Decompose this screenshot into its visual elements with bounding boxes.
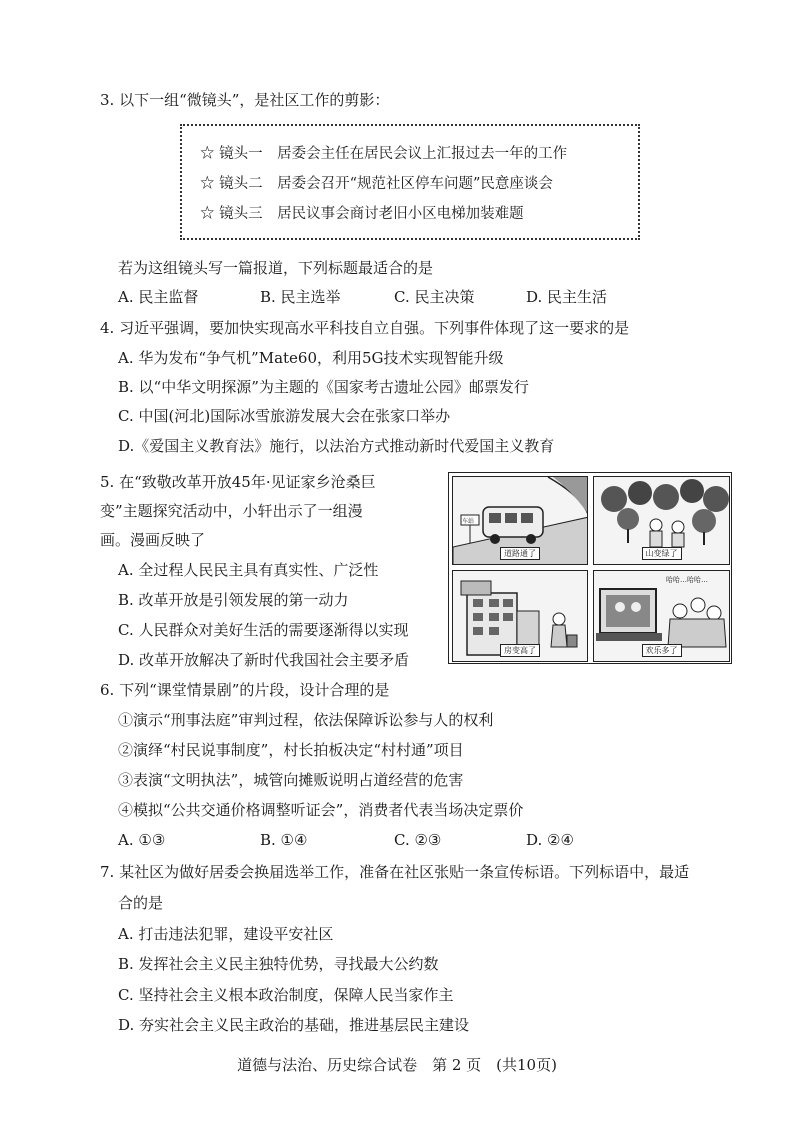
- comic-caption-tv: 欢乐多了: [642, 644, 682, 657]
- q3-lens-2: ☆ 镜头二 居委会召开“规范社区停车问题”民意座谈会: [200, 176, 553, 192]
- comic-panel-mountain: [593, 476, 730, 565]
- q6-option-c: C. ②③: [394, 831, 442, 849]
- q3-stem: 3. 以下一组“微镜头”，是社区工作的剪影：: [100, 91, 390, 109]
- comic-laugh-text: 哈哈…哈哈…: [666, 576, 708, 584]
- comic-panel-road: [452, 476, 588, 565]
- q7-option-a: A. 打击违法犯罪，建设平安社区: [118, 925, 334, 943]
- q6-option-b: B. ①④: [260, 831, 308, 849]
- q4-option-b: B. 以“中华文明探源”为主题的《国家考古遗址公园》邮票发行: [118, 378, 529, 396]
- q6-option-a: A. ①③: [118, 831, 166, 849]
- q7-stem-line-2: 合的是: [118, 894, 164, 912]
- q5-comic: [448, 472, 732, 664]
- q6-item-4: ④模拟“公共交通价格调整听证会”，消费者代表当场决定票价: [118, 801, 524, 819]
- q4-stem: 4. 习近平强调，要加快实现高水平科技自立自强。下列事件体现了这一要求的是: [100, 319, 630, 337]
- q7-option-c: C. 坚持社会主义根本政治制度，保障人民当家作主: [118, 986, 454, 1004]
- comic-caption-mountain: 山变绿了: [642, 547, 682, 560]
- q3-lens-3: ☆ 镜头三 居民议事会商讨老旧小区电梯加装难题: [200, 206, 524, 222]
- q5-option-a: A. 全过程人民民主具有真实性、广泛性: [118, 561, 379, 579]
- q3-prompt: 若为这组镜头写一篇报道，下列标题最适合的是: [118, 259, 434, 277]
- q3-option-d: D. 民主生活: [526, 288, 608, 306]
- q5-option-b: B. 改革开放是引领发展的第一动力: [118, 591, 349, 609]
- q4-option-d: D.《爱国主义教育法》施行，以法治方式推动新时代爱国主义教育: [118, 437, 555, 455]
- q5-option-c: C. 人民群众对美好生活的需要逐渐得以实现: [118, 621, 409, 639]
- q7-stem-line-1: 7. 某社区为做好居委会换届选举工作，准备在社区张贴一条宣传标语。下列标语中，最适: [100, 863, 690, 881]
- comic-caption-road: 道路通了: [500, 547, 540, 560]
- comic-caption-buildings: 房变高了: [500, 644, 540, 657]
- q3-lens-1: ☆ 镜头一 居委会主任在居民会议上汇报过去一年的工作: [200, 146, 568, 162]
- q5-stem-line-1: 5. 在“致敬改革开放45年·见证家乡沧桑巨: [100, 473, 376, 491]
- q6-stem: 6. 下列“课堂情景剧”的片段，设计合理的是: [100, 681, 390, 699]
- q3-option-c: C. 民主决策: [394, 288, 475, 306]
- q4-option-c: C. 中国(河北)国际冰雪旅游发展大会在张家口举办: [118, 407, 451, 425]
- page-footer: 道德与法治、历史综合试卷 第 2 页 (共10页): [237, 1056, 557, 1074]
- bus-stop-sign: 车站: [462, 518, 475, 525]
- q3-option-b: B. 民主选举: [260, 288, 341, 306]
- q6-option-d: D. ②④: [526, 831, 574, 849]
- q7-option-b: B. 发挥社会主义民主独特优势，寻找最大公约数: [118, 955, 439, 973]
- q5-stem-line-2: 变”主题探究活动中，小轩出示了一组漫: [100, 502, 363, 520]
- comic-panel-buildings: [452, 570, 588, 662]
- q5-stem-line-3: 画。漫画反映了: [100, 531, 206, 549]
- q3-option-a: A. 民主监督: [118, 288, 199, 306]
- q4-option-a: A. 华为发布“争气机”Mate60，利用5G技术实现智能升级: [118, 349, 504, 367]
- comic-panel-tv: [593, 570, 730, 662]
- q7-option-d: D. 夯实社会主义民主政治的基础，推进基层民主建设: [118, 1016, 470, 1034]
- q6-item-3: ③表演“文明执法”，城管向摊贩说明占道经营的危害: [118, 771, 464, 789]
- q6-item-2: ②演绎“村民说事制度”，村长拍板决定“村村通”项目: [118, 741, 464, 759]
- q5-option-d: D. 改革开放解决了新时代我国社会主要矛盾: [118, 651, 410, 669]
- q6-item-1: ①演示“刑事法庭”审判过程，依法保障诉讼参与人的权利: [118, 711, 494, 729]
